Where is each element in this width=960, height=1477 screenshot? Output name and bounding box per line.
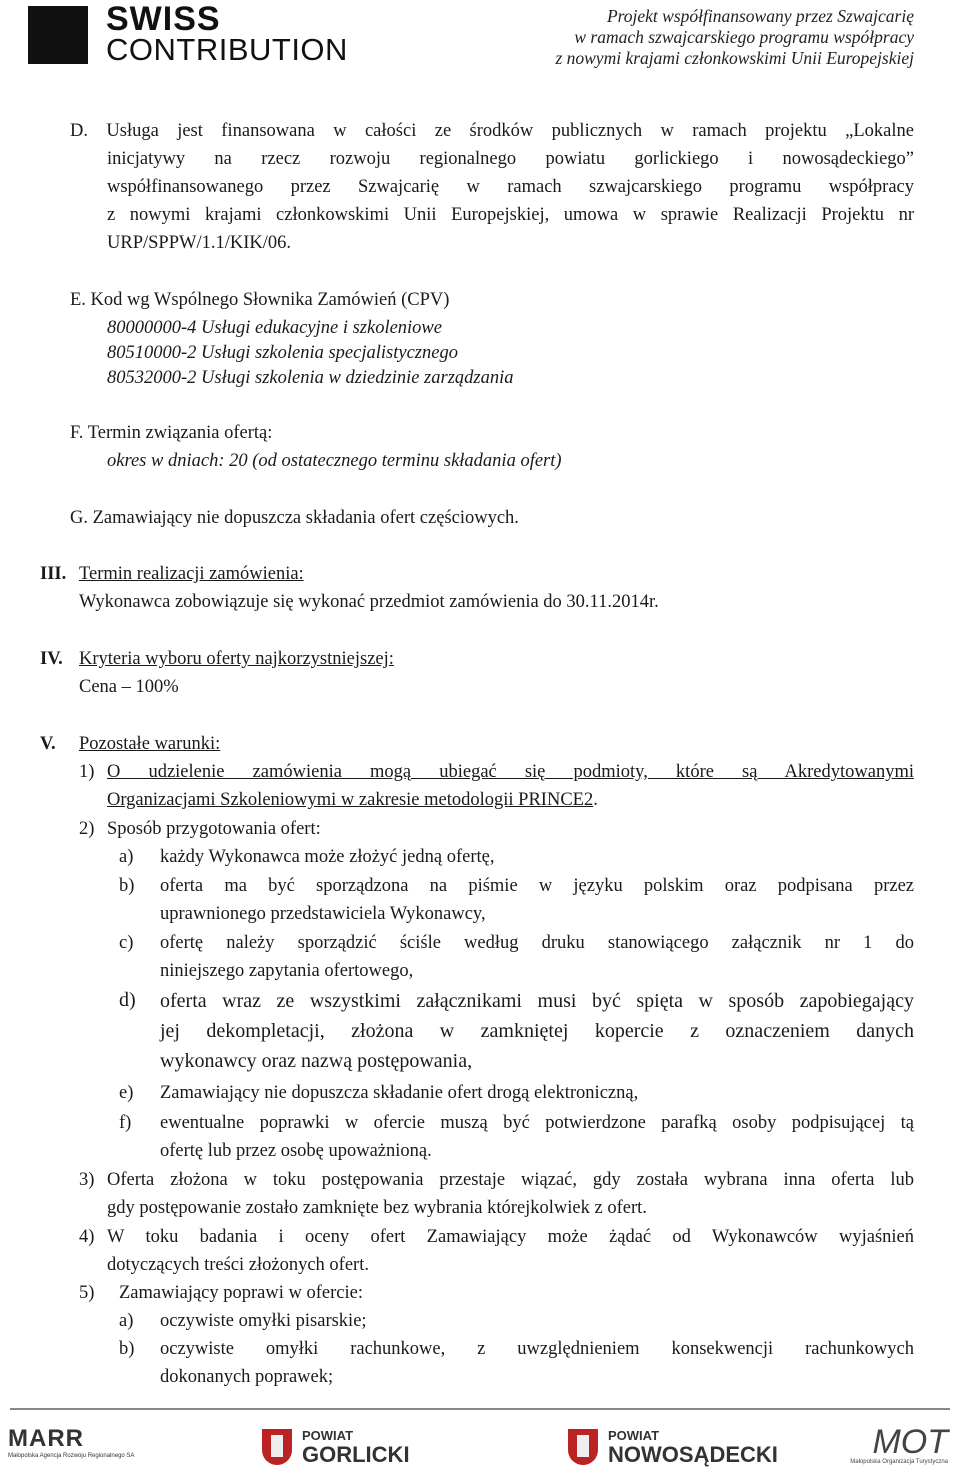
item-5-text: Zamawiający poprawi w ofercie: [119,1283,363,1303]
section-f-text: okres w dniach: 20 (od ostatecznego terminu składania ofert) [107,451,562,471]
footer-divider [10,1408,950,1410]
item-2e-num: e) [119,1083,134,1103]
marr-logo-text: MARR [8,1425,84,1452]
header-note-line2: w ramach szwajcarskiego programu współpracy [574,27,914,47]
logo-line2: CONTRIBUTION [106,32,348,67]
item-4-line1: W toku badania i oceny ofert Zamawiający może żądać od Wykonawców wyjaśnień [107,1227,914,1247]
item-5-num: 5) [79,1283,95,1303]
powiat-gorlicki-big: GORLICKI [302,1441,410,1467]
item-4-line2: dotyczących treści złożonych ofert. [107,1255,369,1275]
item-3-line2: gdy postępowanie zostało zamknięte bez wybrania którejkolwiek z ofert. [107,1198,647,1218]
powiat-gorlicki-small: POWIAT [302,1427,354,1443]
mot-logo-text: MOT [872,1423,948,1461]
item-5a-text: oczywiste omyłki pisarskie; [160,1311,367,1331]
item-2f-line2: ofertę lub przez osobę upoważnioną. [160,1141,432,1161]
section-d-line3: współfinansowanego przez Szwajcarię w ramach szwajcarskiego programu współpracy [107,177,914,197]
nowosadecki-crest-icon [568,1429,598,1465]
item-2a-num: a) [119,847,134,867]
item-2-num: 2) [79,819,95,839]
item-1-line2: Organizacjami Szkoleniowymi w zakresie metodologii PRINCE2 [107,790,594,810]
item-5b-line2: dokonanych poprawek; [160,1367,334,1387]
header-note [555,6,914,69]
section-v-title: Pozostałe warunki: [79,734,221,754]
swiss-contribution-logo-mark [28,6,88,64]
item-2b-line2: uprawnionego przedstawiciela Wykonawcy, [160,904,486,924]
item-2d-line1: oferta wraz ze wszystkimi załącznikami musi być spięta w sposób zapobiegający [160,990,914,1012]
item-1-num: 1) [79,762,95,782]
item-4-num: 4) [79,1227,95,1247]
cpv-code-1: 80000000-4 Usługi edukacyjne i szkoleniowe [107,318,442,338]
item-2b-num: b) [119,876,135,896]
section-f-title: F. Termin związania ofertą: [70,423,273,443]
powiat-gorlicki-logo [262,1425,410,1469]
section-iii-text: Wykonawca zobowiązuje się wykonać przedmiot zamówienia do 30.11.2014r. [79,592,659,612]
section-iii-title: Termin realizacji zamówienia: [79,564,304,584]
marr-logo-sub: Małopolska Agencja Rozwoju Regionalnego SA [8,1453,135,1459]
header-note-line1: Projekt współfinansowany przez Szwajcarię [606,6,914,26]
item-2c-line2: niniejszego zapytania ofertowego, [160,961,414,981]
item-5a-num: a) [119,1311,134,1331]
section-d-line1: D. Usługa jest finansowana w całości ze środków publicznych w ramach projektu „Lokalne [70,121,914,141]
item-3-line1: Oferta złożona w toku postępowania przestaje wiązać, gdy została wybrana inna oferta lub [107,1170,914,1190]
item-2a-text: każdy Wykonawca może złożyć jedną ofertę, [160,847,495,867]
section-iv-num: IV. [40,649,63,669]
item-2d-line2: jej dekompletacji, złożona w zamkniętej kopercie z oznaczeniem danych [160,1020,914,1042]
section-d-line4: z nowymi krajami członkowskimi Unii Europejskiej, umowa w sprawie Realizacji Projektu nr [107,205,914,225]
item-2-text: Sposób przygotowania ofert: [107,819,321,839]
section-iv-text: Cena – 100% [79,677,179,697]
item-2c-num: c) [119,933,134,953]
powiat-nowosadecki-small: POWIAT [608,1427,660,1443]
item-1-dot: . [593,790,598,810]
item-2d-line3: wykonawcy oraz nazwą postępowania, [160,1050,473,1072]
marr-logo [8,1425,135,1469]
item-3-num: 3) [79,1170,95,1190]
section-d-line5: URP/SPPW/1.1/KIK/06. [107,233,292,253]
item-2c-line1: ofertę należy sporządzić ściśle według druku stanowiącego załącznik nr 1 do [160,933,914,953]
item-1-line1: O udzielenie zamówienia mogą ubiegać się podmioty, które są Akredytowanymi [107,762,914,782]
section-v-num: V. [40,734,56,754]
mot-logo [850,1425,948,1469]
item-2e-text: Zamawiający nie dopuszcza składanie ofert drogą elektroniczną, [160,1083,639,1103]
item-2f-num: f) [119,1113,132,1133]
powiat-nowosadecki-big: NOWOSĄDECKI [608,1441,778,1467]
section-e-title: E. Kod wg Wspólnego Słownika Zamówień (CPV) [70,290,450,310]
gorlicki-crest-icon [262,1429,292,1465]
item-2d-num: d) [119,989,136,1011]
section-g-text: G. Zamawiający nie dopuszcza składania ofert częściowych. [70,508,519,528]
item-5b-line1: oczywiste omyłki rachunkowe, z uwzględnieniem konsekwencji rachunkowych [160,1339,914,1359]
cpv-code-2: 80510000-2 Usługi szkolenia specjalistycznego [107,343,458,363]
cpv-code-3: 80532000-2 Usługi szkolenia w dziedzinie zarządzania [107,368,514,388]
item-5b-num: b) [119,1339,135,1359]
mot-logo-sub: Małopolska Organizacja Turystyczna [850,1459,948,1465]
section-iv-title: Kryteria wyboru oferty najkorzystniejszej: [79,649,394,669]
item-2b-line1: oferta ma być sporządzona na piśmie w języku polskim oraz podpisana przez [160,876,914,896]
item-2f-line1: ewentualne poprawki w ofercie muszą być potwierdzone parafką osoby podpisującej tą [160,1113,914,1133]
item-1-line2-wrap [107,786,598,814]
header-note-line3: z nowymi krajami członkowskimi Unii Europejskiej [555,48,914,68]
logo-line1: SWISS [106,0,221,38]
section-d-line2: inicjatywy na rzecz rozwoju regionalnego powiatu gorlickiego i nowosądeckiego” [107,149,914,169]
section-iii-num: III. [40,564,67,584]
powiat-nowosadecki-logo [568,1425,778,1469]
